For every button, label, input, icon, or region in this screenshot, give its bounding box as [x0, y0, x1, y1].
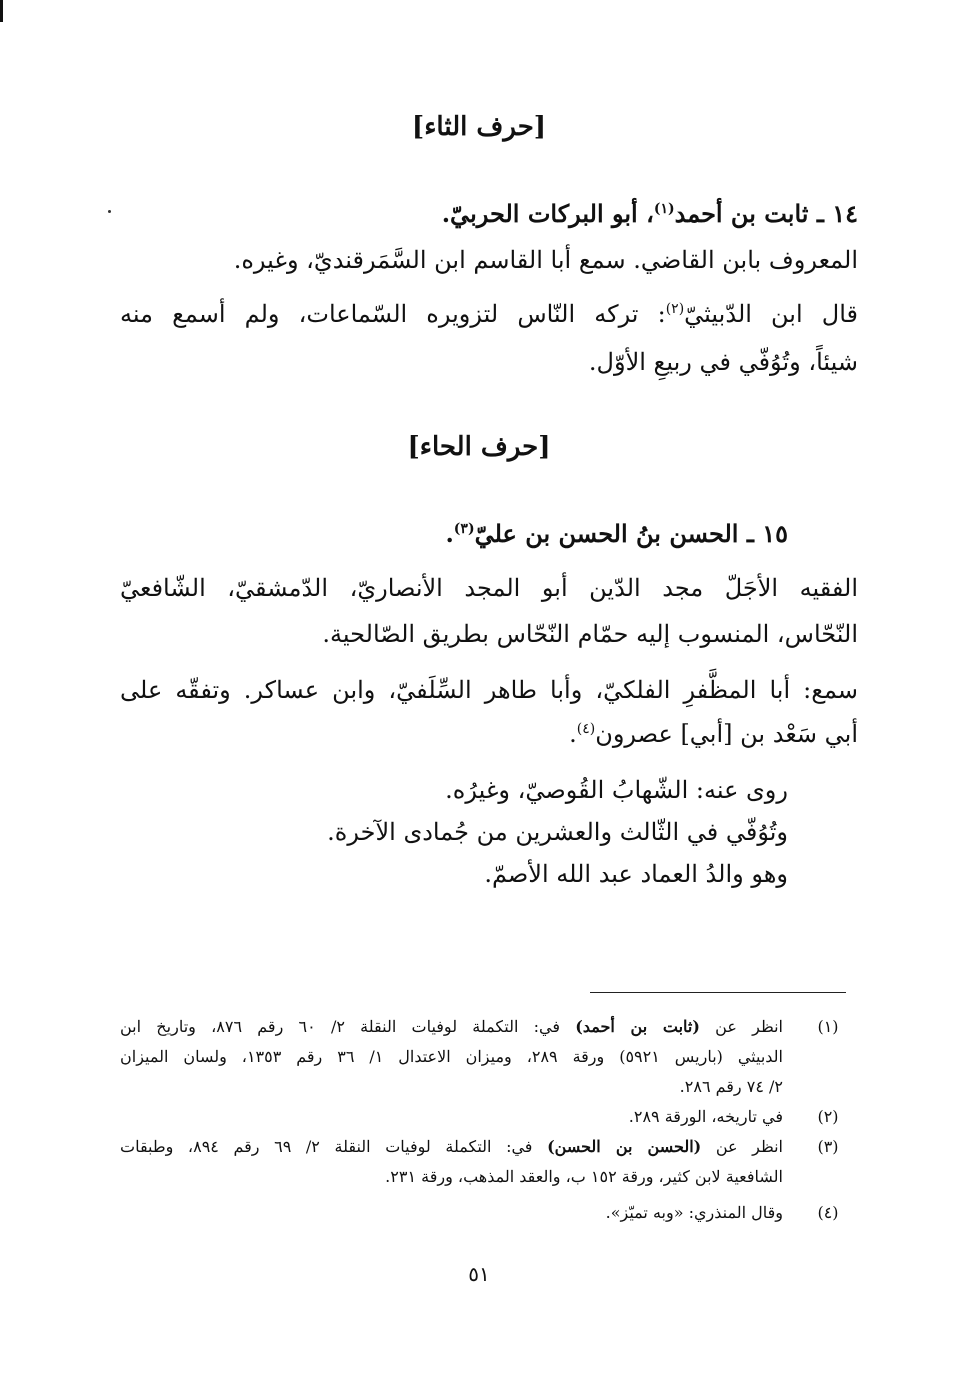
footnote-4-number: (٤) — [817, 1203, 839, 1222]
footnote-1-number: (١) — [817, 1017, 839, 1036]
section-heading-tha: [حرف الثاء] — [411, 112, 547, 142]
entry-15-line-2: النّحّاس، المنسوب إليه حمّام النّحّاس بطريق الصّالحية. — [322, 620, 858, 648]
entry-14-heading — [442, 196, 858, 232]
footnote-1-line-2: الدبيثي (باريس ٥٩٢١) ورقة ٢٨٩، وميزان الاعتدال ١/ ٣٦ رقم ١٣٥٣، ولسان الميزان — [120, 1047, 783, 1066]
entry-14-line-2-end: : تركه النّاس لتزويره السّماعات، ولم أسمع منه — [120, 300, 666, 328]
entry-15-line-4-end: . — [569, 720, 577, 748]
entry-15-heading-end: . — [445, 519, 454, 548]
footnote-ref-1[interactable]: (١) — [653, 201, 675, 217]
scan-edge-mark — [0, 0, 3, 22]
footnote-1-line-1 — [120, 1012, 783, 1042]
footnote-1-line-3: ٢/ ٧٤ رقم ٢٨٦. — [679, 1077, 783, 1096]
footnote-ref-2[interactable]: (٢) — [665, 301, 685, 317]
entry-15-line-5: روى عنه: الشّهابُ القُوصيّ، وغيرُه. — [445, 776, 788, 804]
entry-15-line-3: سمع: أبا المظَّفرِ الفلكيّ، وأبا طاهر السِّلَفيّ، وابن عساكر. وتفقّه على — [120, 676, 859, 704]
footnote-2-number: (٢) — [817, 1107, 839, 1126]
footnote-3-source: في: التكملة لوفيات النقلة ٢/ ٦٩ رقم ٨٩٤، وطبقات — [120, 1137, 533, 1156]
entry-15-line-4-text: أبي سَعْد بن [أبي] عصرون — [595, 720, 858, 748]
footnote-1-subject: (ثابت بن أحمد) — [575, 1017, 700, 1036]
footnote-3-line-2: الشافعية لابن كثير، ورقة ١٥٢ ب، والعقد المذهب، ورقة ٢٣١. — [385, 1167, 783, 1186]
footnote-1-lead: انظر عن — [715, 1017, 783, 1036]
entry-14-line-2-start: قال ابن الدّبيثيّ — [684, 300, 859, 328]
footnote-4-line-1: وقال المنذري: «وبه تميّز». — [605, 1203, 783, 1222]
footnote-3-number: (٣) — [817, 1137, 839, 1156]
entry-15-line-7: وهو والدُ العماد عبد الله الأصمّ. — [484, 860, 788, 888]
entry-14-line-2 — [120, 296, 858, 332]
footnote-2-line-1: في تاريخه، الورقة ٢٨٩. — [628, 1107, 783, 1126]
footnote-3-subject: (الحسن بن الحسن) — [547, 1137, 702, 1156]
footnote-separator — [590, 992, 846, 993]
section-heading-ha: [حرف الحاء] — [407, 432, 551, 462]
footnote-1-source: في: التكملة لوفيات النقلة ٢/ ٦٠ رقم ٨٧٦، وتاريخ ابن — [120, 1017, 561, 1036]
entry-14-kunya: ، أبو البركات الحربيّ. — [441, 199, 654, 228]
footnote-3-line-1 — [120, 1132, 783, 1162]
entry-14-line-3: شيئاً، وتُوُفّي في ربيعِ الأوّل. — [588, 348, 858, 376]
entry-15-line-4 — [569, 716, 858, 752]
entry-14-line-1: المعروف بابن القاضي. سمع أبا القاسم ابن السَّمَرقنديّ، وغيره. — [233, 246, 858, 274]
entry-15-line-1: الفقيه الأجَلّ مجد الدّين أبو المجد الأنصاريّ، الدّمشقيّ، الشّافعيّ — [120, 574, 858, 602]
page-number: ٥١ — [468, 1262, 490, 1286]
entry-14-name: ١٤ ـ ثابت بن أحمد — [674, 199, 858, 228]
footnote-ref-4[interactable]: (٤) — [576, 721, 596, 737]
footnote-3-lead: انظر عن — [715, 1137, 784, 1156]
footnote-ref-3[interactable]: (٣) — [453, 521, 475, 537]
entry-15-line-6: وتُوُفّي في الثّالث والعشرين من جُمادى الآخرة. — [327, 818, 788, 846]
entry-15-heading — [445, 516, 788, 552]
scan-dot-mark — [108, 210, 111, 213]
entry-15-name: ١٥ ـ الحسن بنُ الحسن بن عليّ — [474, 519, 788, 548]
